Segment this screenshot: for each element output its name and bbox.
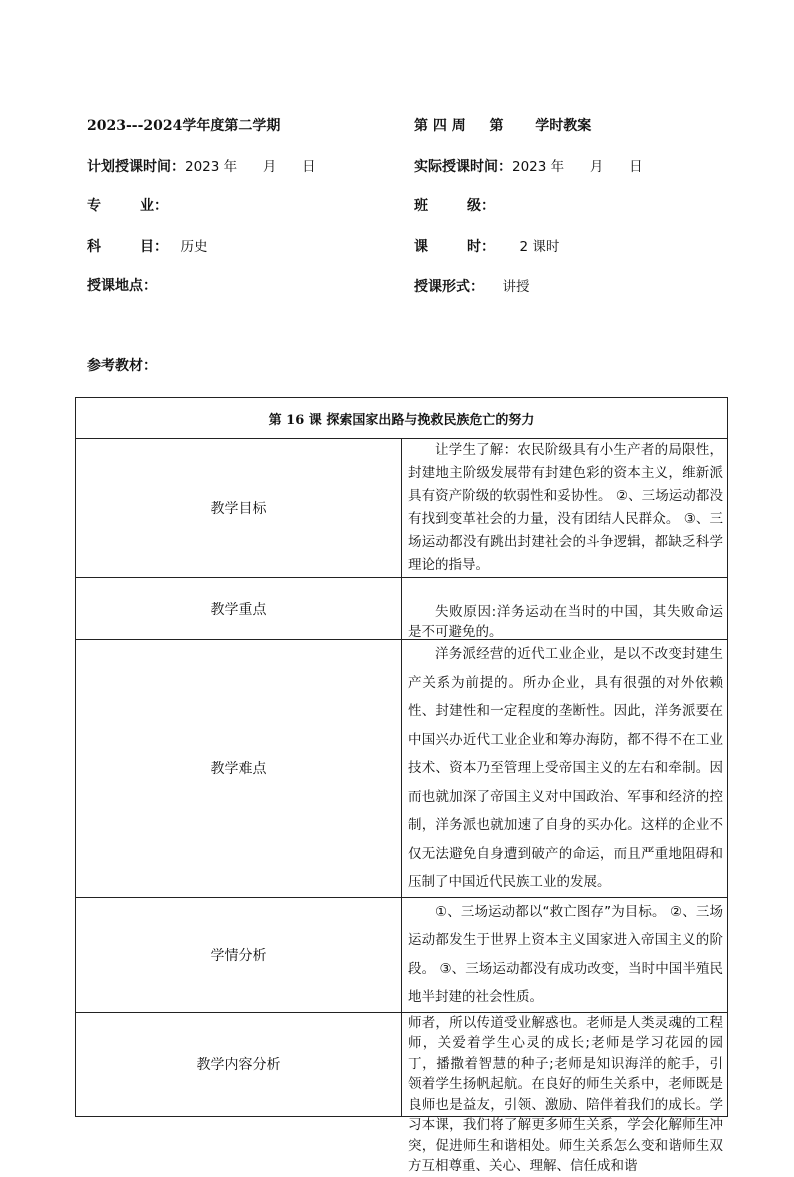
actual-time <box>414 155 643 176</box>
location-label: 授课地点： <box>87 278 157 294</box>
planned-time <box>87 155 316 176</box>
row-label-difficulties: 教学难点 <box>76 640 402 898</box>
planned-time-value: 2023 年 月 日 <box>185 159 316 175</box>
teaching-form-value: 讲授 <box>502 279 530 295</box>
subject-label: 科 目： <box>87 239 168 255</box>
row-label-student-analysis: 学情分析 <box>76 897 402 1012</box>
row-content-difficulties: 洋务派经营的近代工业企业，是以不改变封建生产关系为前提的。所办企业，具有很强的对外依赖性、封建性和一定程度的垄断性。因此，洋务派要在中国兴办近代工业企业和筹办海防，都不得不在工业技术、资本乃至管理上受帝国主义的左右和牵制。因而也就加深了帝国主义对中国政治、军事和经济的控制，洋务派也就加速了自身的买办化。这样的企业不仅无法避免自身遭到破产的命运，而且严重地阻碍和压制了中国近代民族工业的发展。 <box>402 640 728 898</box>
actual-time-value: 2023 年 月 日 <box>512 159 643 175</box>
table-row <box>76 640 728 898</box>
class-label: 班 级： <box>414 198 495 214</box>
table-row <box>76 1012 728 1116</box>
row-label-objectives: 教学目标 <box>76 439 402 578</box>
subject <box>87 235 207 256</box>
term-title: 2023---2024学年度第二学期 <box>87 118 281 134</box>
teaching-form <box>414 275 529 296</box>
major-label: 专 业： <box>87 198 168 214</box>
planned-time-label: 计划授课时间： <box>87 159 185 175</box>
major <box>87 195 168 215</box>
period-label: 第 <box>489 118 504 134</box>
location <box>87 275 157 295</box>
reference-label: 参考教材： <box>87 358 157 374</box>
hours-value: 2 课时 <box>519 239 560 255</box>
row-content-content-analysis: 师者，所以传道受业解惑也。老师是人类灵魂的工程师，关爱着学生心灵的成长;老师是学习花园的园丁，播撒着智慧的种子;老师是知识海洋的舵手，引领着学生扬帆起航。在良好的师生关系中，老师既是良师也是益友，引领、激励、陪伴着我们的成长。学习本课，我们将了解更多师生关系，学会化解师生冲突，促进师生和谐相处。师生关系怎么变和谐师生双方互相尊重、关心、理解、信任成和谐 <box>402 1012 728 1116</box>
hours <box>414 235 559 256</box>
teaching-form-label: 授课形式： <box>414 279 484 295</box>
row-label-content-analysis: 教学内容分析 <box>76 1012 402 1116</box>
class <box>414 195 495 215</box>
table-row <box>76 897 728 1012</box>
table-row <box>76 439 728 578</box>
table-row <box>76 578 728 640</box>
lesson-plan-table <box>75 397 728 1174</box>
subject-value: 历史 <box>180 239 208 255</box>
row-content-objectives: 让学生了解：农民阶级具有小生产者的局限性，封建地主阶级发展带有封建色彩的资本主义，维新派具有资产阶级的软弱性和妥协性。 ②、三场运动都没有找到变革社会的力量，没有团结人民群众。 ③、三场运动都没有跳出封建社会的斗争逻辑，都缺乏科学理论的指导。 <box>402 439 728 578</box>
week-period-title <box>414 115 591 135</box>
row-content-key-points: 失败原因:洋务运动在当时的中国，其失败命运是不可避免的。 <box>402 578 728 640</box>
row-label-key-points: 教学重点 <box>76 578 402 640</box>
actual-time-label: 实际授课时间： <box>414 159 512 175</box>
period-suffix: 学时教案 <box>535 118 592 134</box>
week-label: 第 四 周 <box>414 118 466 134</box>
lesson-title: 第 16 课 探索国家出路与挽救民族危亡的努力 <box>76 398 728 439</box>
hours-label: 课 时： <box>414 239 495 255</box>
row-content-student-analysis: ①、三场运动都以“救亡图存”为目标。 ②、三场运动都发生于世界上资本主义国家进入帝国主义的阶段。 ③、三场运动都没有成功改变，当时中国半殖民地半封建的社会性质。 <box>402 897 728 1012</box>
